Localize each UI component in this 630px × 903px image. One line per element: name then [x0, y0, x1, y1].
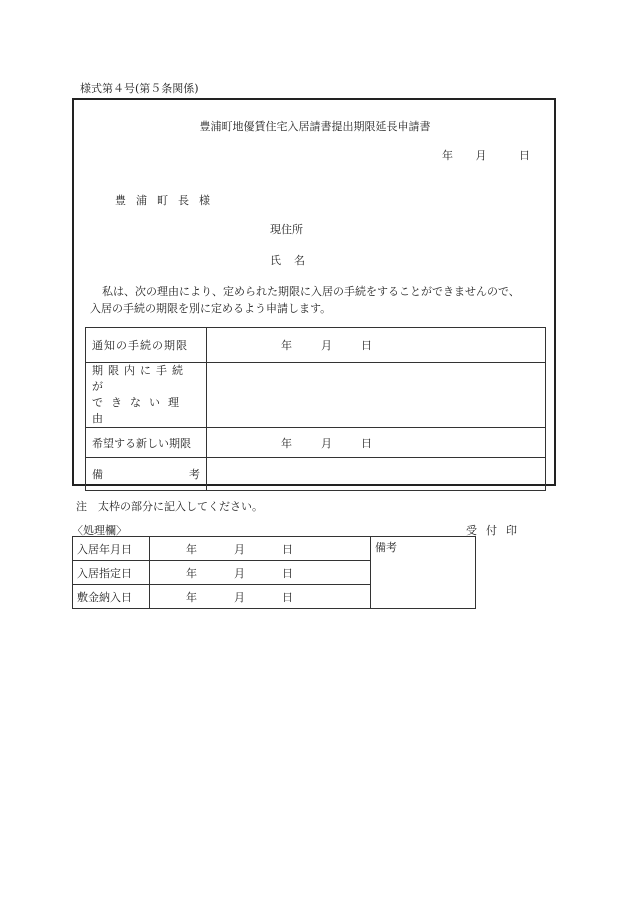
designated-month: 月 [234, 566, 245, 580]
date-day: 日 [519, 149, 530, 162]
statement-line-1: 私は、次の理由により、定められた期限に入居の手続をすることができませんので、 [102, 285, 520, 298]
statement-line-2: 入居の手続の期限を別に定めるよう申請します。 [90, 302, 332, 315]
deadline-label: 通知の手続の期限 [86, 328, 207, 363]
reason-field[interactable] [207, 363, 546, 428]
document-title: 豊浦町地優賃住宅入居請書提出期限延長申請書 [199, 120, 431, 133]
designated-year: 年 [186, 566, 197, 580]
remarks-label [86, 458, 207, 491]
reason-label [86, 363, 207, 428]
processing-section-label: 〈処理欄〉 [72, 524, 127, 537]
move-in-date-field[interactable] [150, 537, 371, 561]
address-label: 現住所 [270, 223, 303, 236]
name-label: 氏名 [270, 254, 318, 267]
deposit-month: 月 [234, 590, 245, 604]
form-number-label: 様式第４号(第５条関係) [80, 82, 199, 95]
designated-date-label: 入居指定日 [73, 561, 150, 585]
application-table [85, 327, 546, 491]
deposit-date-field[interactable] [150, 585, 371, 609]
reception-stamp-label: 受付印 [466, 524, 526, 537]
move-in-year: 年 [186, 542, 197, 556]
remarks-field[interactable] [207, 458, 546, 491]
move-in-day: 日 [282, 542, 293, 556]
table-row [86, 428, 546, 458]
table-row [86, 328, 546, 363]
table-row [73, 537, 476, 561]
designated-day: 日 [282, 566, 293, 580]
new-deadline-year: 年 [281, 436, 292, 450]
deadline-year: 年 [281, 339, 292, 352]
addressee: 豊浦町長様 [115, 194, 220, 207]
application-statement [90, 283, 550, 317]
move-in-date-label: 入居年月日 [73, 537, 150, 561]
designated-date-field[interactable] [150, 561, 371, 585]
remarks-label-b: 考 [189, 468, 200, 481]
deposit-date-label: 敷金納入日 [73, 585, 150, 609]
deadline-field[interactable] [207, 328, 546, 363]
reason-label-line-2: できない理由 [92, 396, 187, 425]
application-date [442, 147, 530, 163]
deadline-day: 日 [361, 339, 372, 352]
reason-label-line-1: 期限内に手続が [92, 364, 188, 393]
new-deadline-month: 月 [321, 436, 332, 450]
deadline-month: 月 [321, 339, 332, 352]
processing-table [72, 536, 476, 609]
new-deadline-day: 日 [361, 436, 372, 450]
move-in-month: 月 [234, 542, 245, 556]
instruction-note: 注 太枠の部分に記入してください。 [76, 500, 263, 513]
deposit-day: 日 [282, 590, 293, 604]
remarks-label-a: 備 [92, 468, 103, 481]
new-deadline-label: 希望する新しい期限 [86, 428, 207, 458]
processing-remarks[interactable]: 備考 [371, 537, 476, 609]
table-row [86, 363, 546, 428]
table-row [86, 458, 546, 491]
deposit-year: 年 [186, 590, 197, 604]
date-month: 月 [475, 149, 487, 162]
date-year: 年 [442, 149, 453, 162]
new-deadline-field[interactable] [207, 428, 546, 458]
